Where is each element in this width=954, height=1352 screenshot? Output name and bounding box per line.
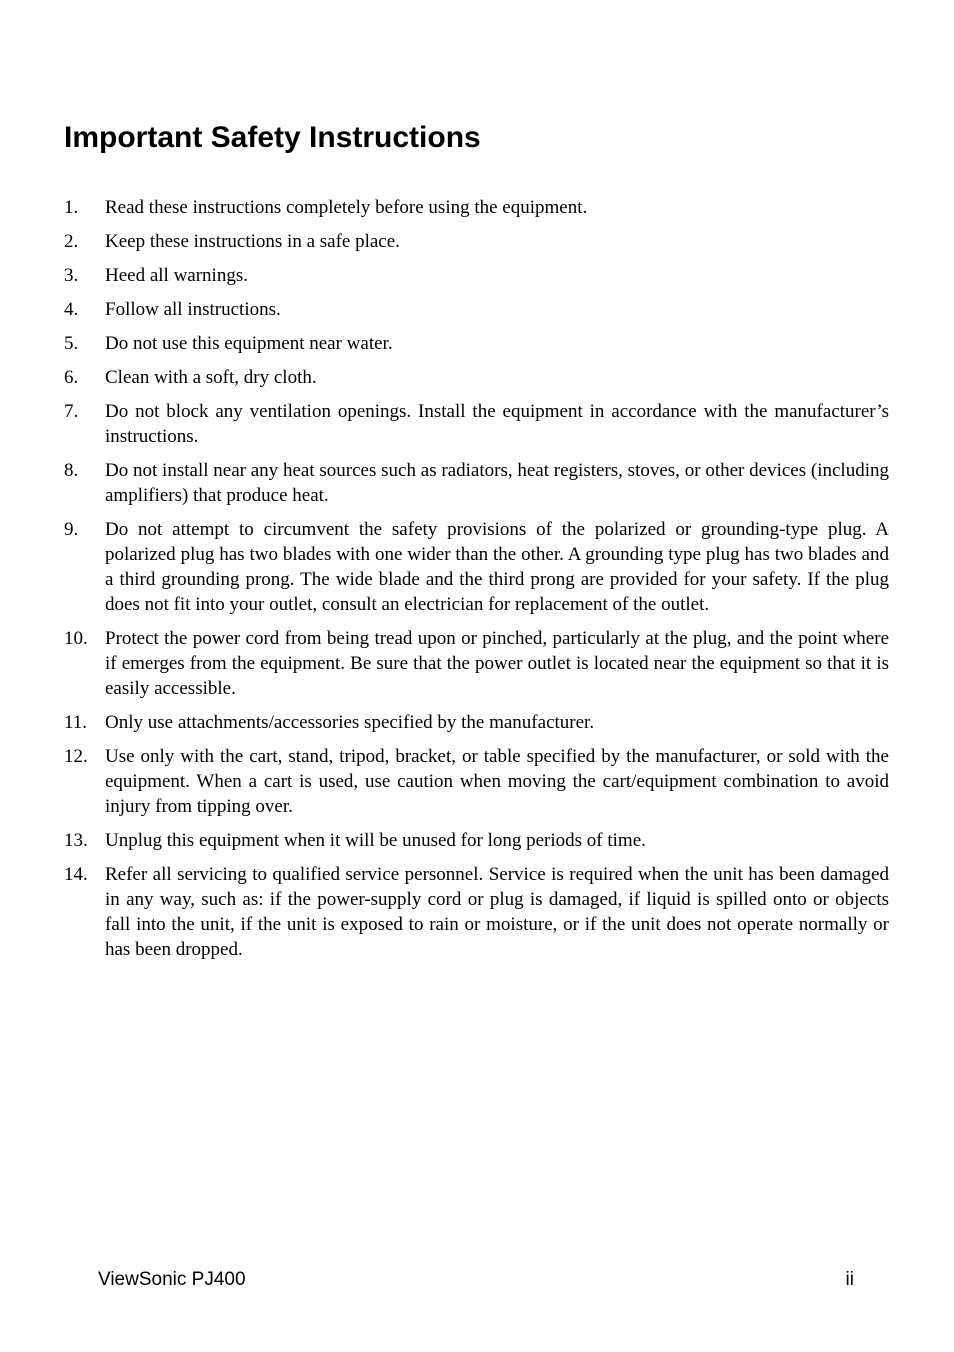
list-item	[64, 744, 889, 819]
item-text: Do not attempt to circumvent the safety provisions of the polarized or grounding-type plug. A polarized plug has two blades with one wider than the other. A grounding type plug has two blades and a third grounding prong. The wide blade and the third prong are provided for your safety. If the plug does not fit into your outlet, consult an electrician for replacement of the outlet.	[105, 519, 889, 615]
item-number: 2.	[64, 231, 79, 252]
list-item	[64, 263, 889, 288]
item-number: 12.	[64, 746, 88, 767]
list-item	[64, 195, 889, 220]
item-text: Do not block any ventilation openings. Install the equipment in accordance with the manufacturer’s instructions.	[105, 401, 889, 447]
item-text: Use only with the cart, stand, tripod, bracket, or table specified by the manufacturer, or sold with the equipment. When a cart is used, use caution when moving the cart/equipment combination to avoid injury from tipping over.	[105, 746, 889, 817]
item-number: 7.	[64, 401, 79, 422]
list-item	[64, 828, 889, 853]
item-number: 10.	[64, 628, 88, 649]
list-item	[64, 458, 889, 508]
item-text: Refer all servicing to qualified service personnel. Service is required when the unit has been damaged in any way, such as: if the power-supply cord or plug is damaged, if liquid is spilled onto or objects fall into the unit, if the unit is exposed to rain or moisture, or if the unit does not operate normally or has been dropped.	[105, 864, 889, 960]
item-number: 4.	[64, 299, 79, 320]
item-number: 8.	[64, 460, 79, 481]
list-item	[64, 517, 889, 617]
item-number: 1.	[64, 197, 79, 218]
item-text: Do not use this equipment near water.	[105, 333, 393, 354]
list-item	[64, 365, 889, 390]
item-text: Read these instructions completely before using the equipment.	[105, 197, 588, 218]
item-number: 11.	[64, 712, 88, 733]
list-item	[64, 297, 889, 322]
list-item	[64, 229, 889, 254]
footer-product-name: ViewSonic PJ400	[98, 1269, 246, 1290]
safety-instructions-list	[64, 195, 889, 971]
item-text: Protect the power cord from being tread upon or pinched, particularly at the plug, and the point where if emerges from the equipment. Be sure that the power outlet is located near the equipment so that it is easily accessible.	[105, 628, 889, 699]
item-number: 6.	[64, 367, 79, 388]
item-number: 3.	[64, 265, 79, 286]
list-item	[64, 399, 889, 449]
list-item	[64, 331, 889, 356]
item-text: Keep these instructions in a safe place.	[105, 231, 400, 252]
item-number: 9.	[64, 519, 79, 540]
item-text: Clean with a soft, dry cloth.	[105, 367, 317, 388]
item-text: Only use attachments/accessories specified by the manufacturer.	[105, 712, 595, 733]
footer-page-number: ii	[845, 1269, 854, 1290]
list-item	[64, 862, 889, 962]
item-number: 14.	[64, 864, 88, 885]
item-text: Follow all instructions.	[105, 299, 281, 320]
item-text: Unplug this equipment when it will be unused for long periods of time.	[105, 830, 646, 851]
item-number: 5.	[64, 333, 79, 354]
item-text: Heed all warnings.	[105, 265, 248, 286]
list-item	[64, 626, 889, 701]
list-item	[64, 710, 889, 735]
item-number: 13.	[64, 830, 88, 851]
item-text: Do not install near any heat sources such as radiators, heat registers, stoves, or other devices (including amplifiers) that produce heat.	[105, 460, 889, 506]
page-title: Important Safety Instructions	[64, 121, 481, 154]
